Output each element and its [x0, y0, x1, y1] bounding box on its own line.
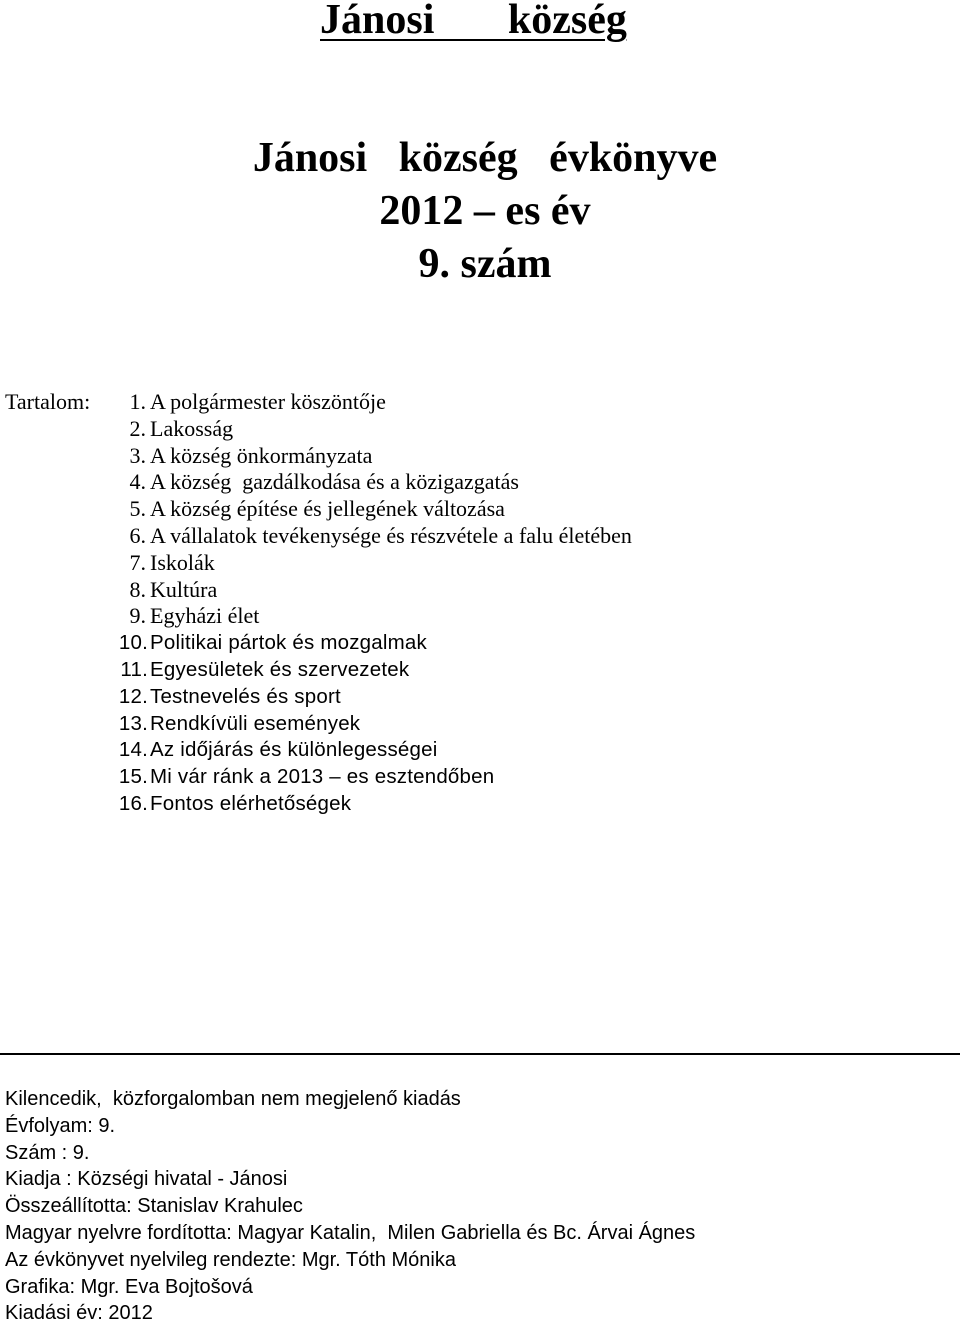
- toc-item-text: Politikai pártok és mozgalmak: [150, 631, 427, 655]
- toc-item-number: 10.: [118, 631, 148, 655]
- toc-item-text: Lakosság: [150, 415, 234, 441]
- toc-item-text: Az időjárás és különlegességei: [150, 738, 438, 762]
- toc-item-number: 9.: [129, 603, 146, 629]
- toc-item-text: A polgármester köszöntője: [150, 389, 386, 414]
- toc-item-number: 14.: [118, 738, 148, 762]
- colophon-line: Összeállította: Stanislav Krahulec: [5, 1195, 303, 1218]
- toc-item-text: Egyházi élet: [150, 603, 260, 629]
- toc-item-number: 12.: [118, 684, 148, 708]
- colophon-line: Az évkönyvet nyelvileg rendezte: Mgr. Tóth Mónika: [5, 1248, 456, 1271]
- yearbook-title-line-1: Jánosi község évkönyve: [252, 135, 718, 181]
- toc-item-text: Iskolák: [150, 549, 215, 575]
- toc-item-text: Testnevelés és sport: [150, 684, 341, 708]
- toc-item-number: 13.: [118, 711, 148, 735]
- colophon-line: Magyar nyelvre fordította: Magyar Katalin, Milen Gabriella és Bc. Árvai Ágnes: [5, 1221, 696, 1244]
- yearbook-title: [0, 132, 960, 291]
- toc-item-text: A község építése és jellegének változása: [150, 496, 505, 522]
- toc-item-number: 16.: [118, 791, 148, 815]
- colophon-divider: [0, 1053, 960, 1055]
- colophon: [5, 1086, 695, 1327]
- colophon-line: Szám : 9.: [5, 1141, 90, 1164]
- colophon-line: Grafika: Mgr. Eva Bojtošová: [5, 1275, 253, 1298]
- toc-item-text: Kultúra: [150, 576, 218, 602]
- colophon-line: Évfolyam: 9.: [5, 1114, 116, 1137]
- colophon-line: Kiadja : Községi hivatal - Jánosi: [5, 1168, 288, 1191]
- toc-item-text: A község gazdálkodása és a közigazgatás: [150, 469, 519, 495]
- toc-item-number: 6.: [129, 522, 146, 548]
- toc-item-number: 7.: [129, 549, 146, 575]
- yearbook-title-line-2: 2012 – es év: [379, 188, 591, 234]
- toc-item-number: 1.: [129, 389, 146, 414]
- toc-item-text: A vállalatok tevékenysége és részvétele a falu életében: [150, 522, 632, 548]
- colophon-line: Kilencedik, közforgalomban nem megjelenő kiadás: [5, 1088, 461, 1110]
- toc-item-text: Mi vár ránk a 2013 – es esztendőben: [150, 765, 495, 789]
- toc-item-text: A község önkormányzata: [150, 442, 373, 468]
- toc-label: Tartalom:: [5, 389, 91, 414]
- toc-item-number: 15.: [118, 765, 148, 789]
- colophon-line: Kiadási év: 2012: [5, 1302, 153, 1325]
- toc-item-number: 4.: [129, 469, 146, 495]
- toc-item-number: 3.: [129, 442, 146, 468]
- toc-item-text: Fontos elérhetőségek: [150, 791, 352, 815]
- toc-item-number: 8.: [129, 576, 146, 602]
- yearbook-title-line-3: 9. szám: [418, 241, 552, 287]
- header-title: Jánosi község: [320, 0, 627, 43]
- toc-item-number: 5.: [129, 496, 146, 522]
- toc-item-text: Rendkívüli események: [150, 711, 361, 735]
- toc-item-text: Egyesületek és szervezetek: [150, 657, 410, 681]
- toc-item-number: 11.: [120, 657, 148, 681]
- toc-item-number: 2.: [129, 415, 146, 441]
